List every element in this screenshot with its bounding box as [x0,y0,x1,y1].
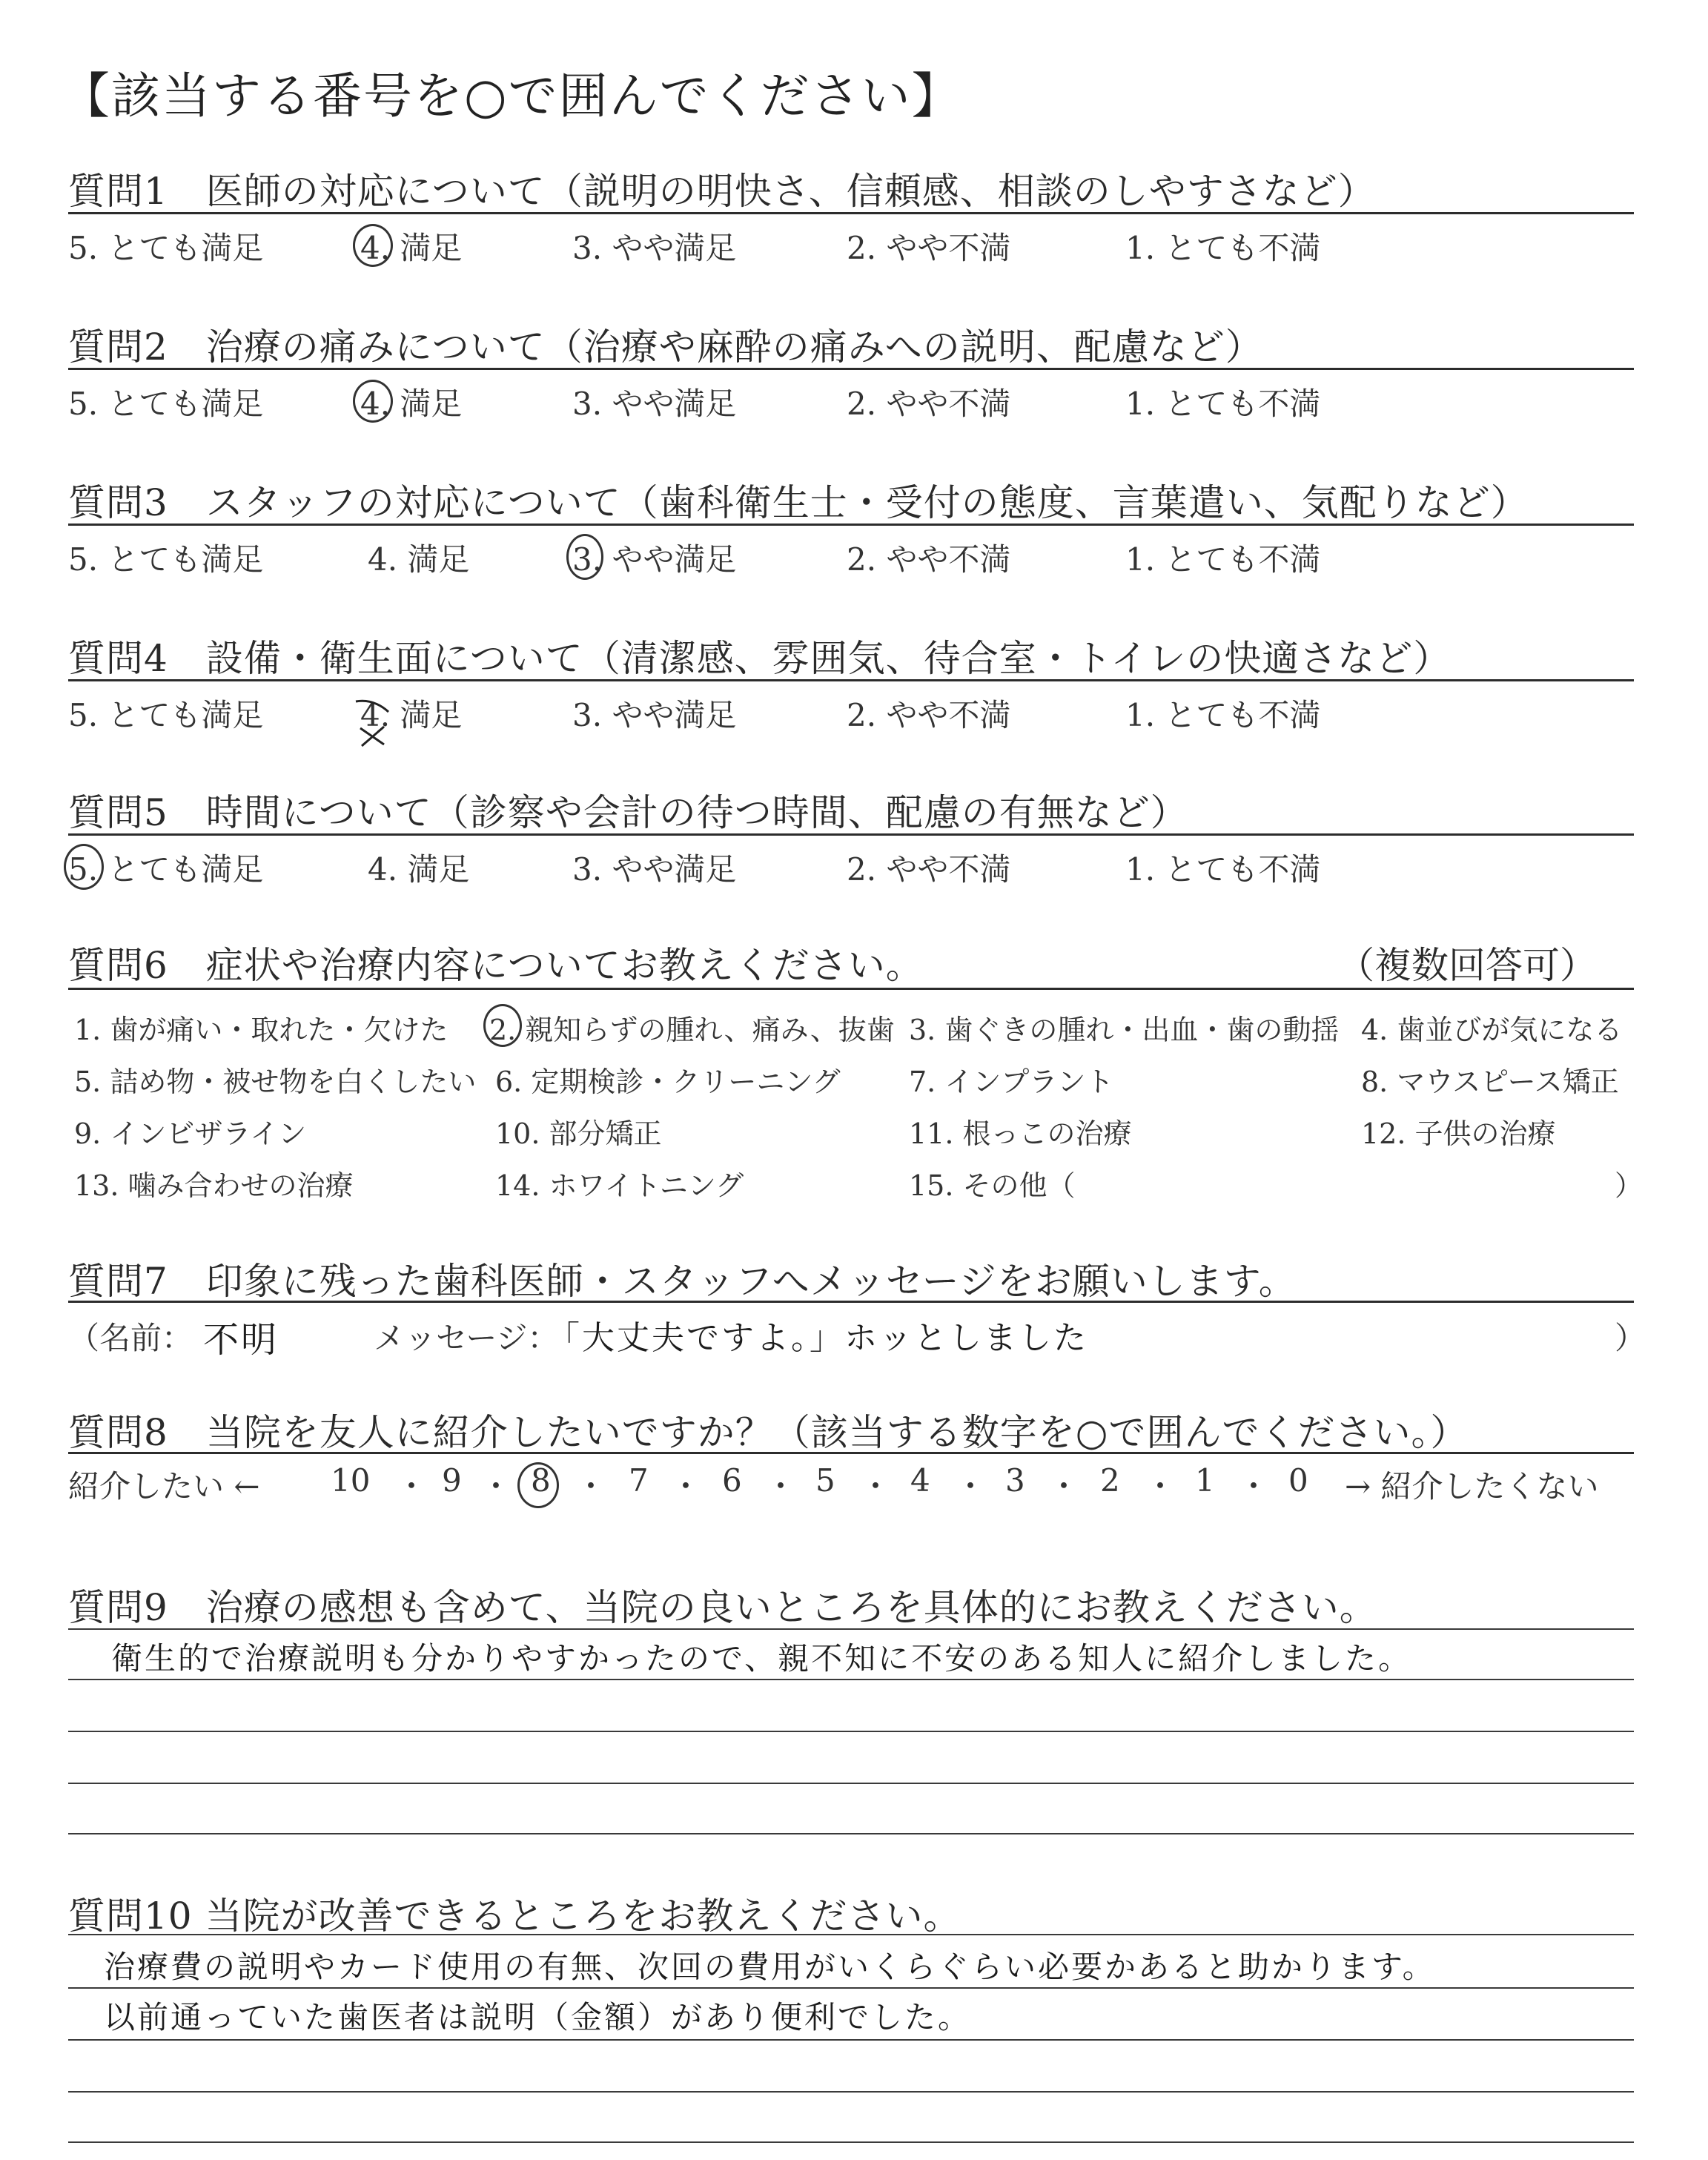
q3-option-5[interactable]: 5. とても満足 [68,541,264,578]
q8-scale-0[interactable]: 0 [1288,1462,1308,1499]
q4-option-2[interactable]: 2. やや不満 [847,697,1011,733]
q6-item-6[interactable]: 6. 定期検診・クリーニング [495,1066,841,1098]
q6-item-12[interactable]: 12. 子供の治療 [1361,1117,1556,1150]
q9-answer-line-1[interactable]: 衛生的で治療説明も分かりやすかったので、親不知に不安のある知人に紹介しました。 [111,1640,1412,1677]
q1-selection-circle [353,224,393,267]
q5-option-5[interactable]: 5. とても満足 [68,851,264,888]
q8-scale-dot: ・ [1048,1468,1080,1505]
q3-title: 質問3 スタッフの対応について（歯科衛生士・受付の態度、言葉遣い、気配りなど） [68,481,1529,524]
q8-right-label: → 紹介したくない [1345,1468,1599,1505]
q8-selection-circle [517,1462,559,1508]
q9-line [68,1679,1634,1680]
q5-option-1[interactable]: 1. とても不満 [1125,851,1321,888]
q3-option-2[interactable]: 2. やや不満 [847,541,1011,578]
q9-title: 質問9 治療の感想も含めて、当院の良いところを具体的にお教えください。 [68,1586,1377,1629]
q1-option-3[interactable]: 3. やや満足 [572,230,737,266]
q7-message-value[interactable]: 「大丈夫ですよ。」ホッとしました [547,1319,1088,1357]
q7-close-paren: ） [1615,1320,1646,1356]
q5-rule [68,833,1634,836]
q5-option-3[interactable]: 3. やや満足 [572,851,737,888]
q8-scale-dot: ・ [955,1468,987,1505]
q4-option-5[interactable]: 5. とても満足 [68,697,264,733]
q8-scale-dot: ・ [1145,1468,1176,1505]
q4-title: 質問4 設備・衛生面について（清潔感、雰囲気、待合室・トイレの快適さなど） [68,637,1452,680]
q7-title: 質問7 印象に残った歯科医師・スタッフへメッセージをお願いします。 [68,1260,1297,1303]
q10-title: 質問10 当院が改善できるところをお教えください。 [68,1895,961,1938]
q8-scale-dot: ・ [480,1468,512,1505]
q4-rule [68,679,1634,681]
q2-option-2[interactable]: 2. やや不満 [847,386,1011,422]
q8-scale-7[interactable]: 7 [629,1462,649,1499]
q1-option-4[interactable]: 4. 満足 [360,230,463,266]
q4-option-1[interactable]: 1. とても不満 [1125,697,1321,733]
q10-answer-line-2[interactable]: 以前通っていた歯医者は説明（金額）があり便利でした。 [104,1999,972,2035]
q7-name-value[interactable]: 不明 [203,1319,279,1361]
q1-rule [68,212,1634,214]
q3-option-3[interactable]: 3. やや満足 [572,541,737,578]
q6-item-15-close: ） [1615,1169,1644,1202]
q6-item-13[interactable]: 13. 噛み合わせの治療 [74,1169,354,1202]
q6-item-4[interactable]: 4. 歯並びが気になる [1361,1014,1623,1046]
q8-scale-4[interactable]: 4 [910,1462,930,1499]
q3-option-1[interactable]: 1. とても不満 [1125,541,1321,578]
form-header: 【該当する番号を○で囲んでください】 [61,67,962,125]
q2-option-1[interactable]: 1. とても不満 [1125,386,1321,422]
q6-item-15[interactable]: 15. その他（ [909,1169,1076,1202]
q8-title: 質問8 当院を友人に紹介したいですか？（該当する数字を○で囲んでください。） [68,1411,1469,1454]
q6-note: （複数回答可） [1337,944,1597,987]
q2-selection-circle [353,380,393,423]
q10-line [68,1934,1634,1935]
q4-option-4[interactable]: 4. 満足 [360,697,463,733]
q10-line [68,2039,1634,2041]
q4-selection-cross-mark [351,697,396,749]
q6-title: 質問6 症状や治療内容についてお教えください。 [68,944,924,987]
q6-item-14[interactable]: 14. ホワイトニング [495,1169,744,1202]
q9-line [68,1731,1634,1732]
q1-title: 質問1 医師の対応について（説明の明快さ、信頼感、相談のしやすさなど） [68,170,1376,213]
q2-option-4[interactable]: 4. 満足 [360,386,463,422]
q8-scale-8[interactable]: 8 [531,1462,551,1499]
q10-line [68,1987,1634,1989]
q8-scale-2[interactable]: 2 [1100,1462,1120,1499]
q2-option-3[interactable]: 3. やや満足 [572,386,737,422]
q2-option-5[interactable]: 5. とても満足 [68,386,264,422]
q6-item-8[interactable]: 8. マウスピース矯正 [1361,1066,1619,1098]
q8-scale-10[interactable]: 10 [331,1462,371,1499]
q4-option-3[interactable]: 3. やや満足 [572,697,737,733]
q6-item-1[interactable]: 1. 歯が痛い・取れた・欠けた [74,1014,448,1046]
q6-item-5[interactable]: 5. 詰め物・被せ物を白くしたい [74,1066,477,1098]
q10-answer-line-1[interactable]: 治療費の説明やカード使用の有無、次回の費用がいくらぐらい必要かあると助かります。 [104,1949,1436,1985]
q1-option-2[interactable]: 2. やや不満 [847,230,1011,266]
q8-scale-dot: ・ [396,1468,428,1505]
q7-rule [68,1301,1634,1303]
q6-item-9[interactable]: 9. インビザライン [74,1117,307,1150]
q9-line [68,1628,1634,1630]
q6-item-11[interactable]: 11. 根っこの治療 [909,1117,1132,1150]
q3-selection-circle [566,534,603,580]
q8-scale-9[interactable]: 9 [442,1462,462,1499]
q5-option-2[interactable]: 2. やや不満 [847,851,1011,888]
q6-item-2[interactable]: 2. 親知らずの腫れ、痛み、抜歯 [489,1014,895,1046]
q5-selection-circle [64,844,104,890]
q6-item-7[interactable]: 7. インプラント [909,1066,1114,1098]
q2-rule [68,368,1634,370]
q8-scale-5[interactable]: 5 [815,1462,835,1499]
q8-left-label: 紹介したい ← [68,1468,260,1505]
q8-scale-3[interactable]: 3 [1005,1462,1025,1499]
q8-scale-1[interactable]: 1 [1195,1462,1215,1499]
q3-rule [68,524,1634,526]
q8-rule [68,1452,1634,1454]
q10-line [68,2141,1634,2143]
q10-line [68,2091,1634,2093]
q6-item-10[interactable]: 10. 部分矯正 [495,1117,662,1150]
q6-selection-circle [483,1004,522,1047]
q9-line [68,1833,1634,1834]
q5-title: 質問5 時間について（診察や会計の待つ時間、配慮の有無など） [68,791,1188,834]
q8-scale-dot: ・ [575,1468,607,1505]
q6-item-3[interactable]: 3. 歯ぐきの腫れ・出血・歯の動揺 [909,1014,1340,1046]
q8-scale-dot: ・ [765,1468,797,1505]
q7-name-label: （名前： [68,1320,193,1356]
q6-rule [68,988,1634,990]
q1-option-5[interactable]: 5. とても満足 [68,230,264,266]
q8-scale-6[interactable]: 6 [722,1462,742,1499]
q3-option-4[interactable]: 4. 満足 [368,541,470,578]
q9-line [68,1783,1634,1784]
q7-message-label: メッセージ： [374,1320,559,1356]
q8-scale-dot: ・ [670,1468,702,1505]
q2-title: 質問2 治療の痛みについて（治療や麻酔の痛みへの説明、配慮など） [68,326,1263,369]
q1-option-1[interactable]: 1. とても不満 [1125,230,1321,266]
q8-scale-dot: ・ [860,1468,892,1505]
q5-option-4[interactable]: 4. 満足 [368,851,470,888]
q8-scale-dot: ・ [1238,1468,1270,1505]
